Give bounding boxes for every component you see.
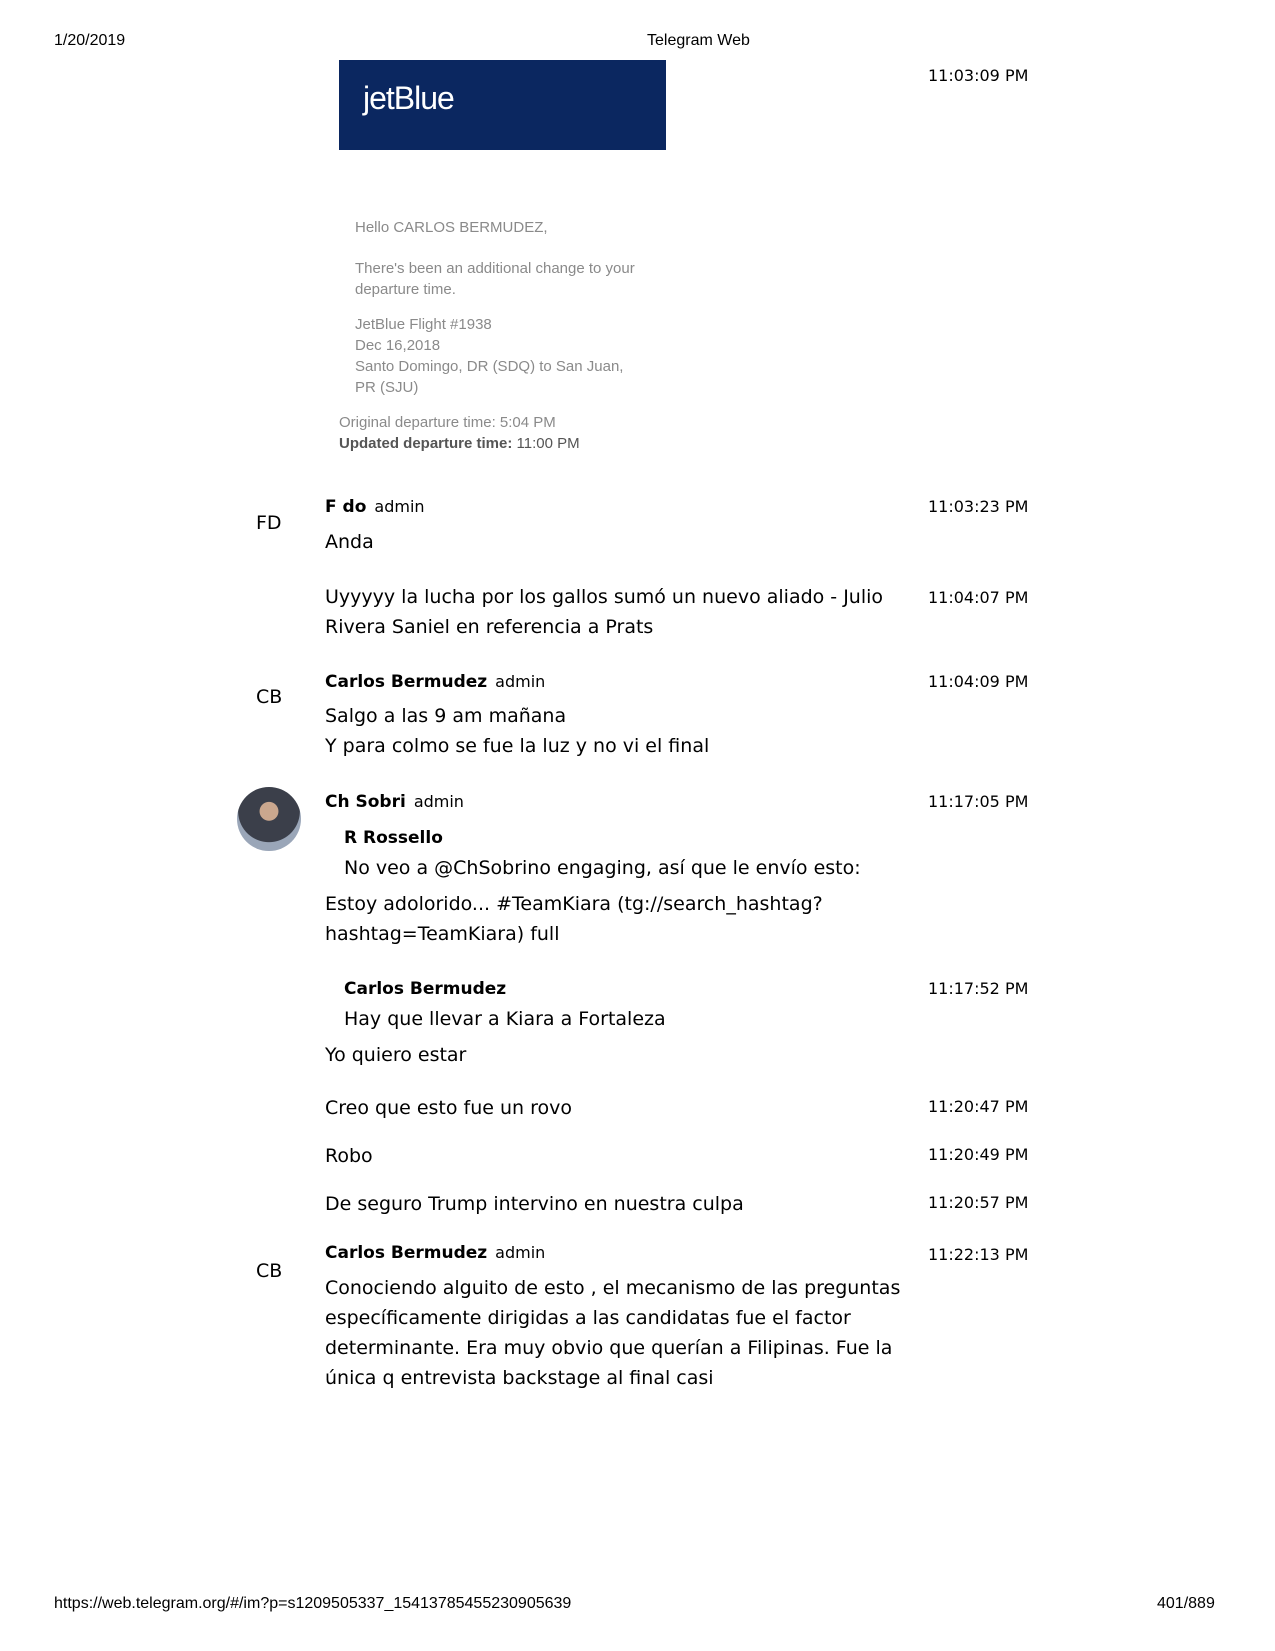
avatar-photo[interactable] (237, 787, 301, 851)
avatar-initials[interactable]: CB (256, 1260, 283, 1282)
sender-name[interactable]: Carlos Bermudez (325, 672, 488, 692)
message-time: 11:03:23 PM (928, 497, 1029, 516)
message-text-line-2: Rivera Saniel en referencia a Prats (325, 616, 654, 638)
message-text: De seguro Trump intervino en nuestra culpa (325, 1193, 744, 1215)
message-time: 11:17:52 PM (928, 979, 1029, 998)
email-greeting: Hello CARLOS BERMUDEZ, (355, 219, 548, 236)
sender-role: admin (495, 672, 546, 691)
message-text-line-2: Y para colmo se fue la luz y no vi el final (325, 735, 710, 757)
sender-role: admin (495, 1243, 546, 1262)
print-date: 1/20/2019 (54, 32, 126, 49)
message-text-line-2: específicamente dirigidas a las candidatas fue el factor (325, 1307, 851, 1329)
message-text-line-1: Conociendo alguito de esto , el mecanismo de las preguntas (325, 1277, 901, 1299)
message-text-line-4: única q entrevista backstage al final casi (325, 1367, 714, 1389)
email-route-1: Santo Domingo, DR (SDQ) to San Juan, (355, 358, 624, 375)
message-time: 11:04:07 PM (928, 588, 1029, 607)
message-time: 11:22:13 PM (928, 1245, 1029, 1264)
email-route-2: PR (SJU) (355, 379, 419, 396)
message-time: 11:20:47 PM (928, 1097, 1029, 1116)
sender-role: admin (374, 497, 425, 516)
email-line-2: departure time. (355, 281, 456, 298)
email-screenshot-image[interactable] (339, 60, 669, 470)
message-text: Yo quiero estar (325, 1044, 467, 1066)
email-line-1: There's been an additional change to your (355, 260, 635, 277)
page-title: Telegram Web (647, 32, 750, 49)
sender-role: admin (413, 792, 464, 811)
message-sender (325, 1243, 545, 1263)
sender-name[interactable]: Carlos Bermudez (325, 1243, 488, 1263)
sender-name[interactable]: Ch Sobri (325, 792, 406, 812)
quoted-text: Hay que llevar a Kiara a Fortaleza (344, 1008, 666, 1030)
message-text: Creo que esto fue un rovo (325, 1097, 573, 1119)
message-text: Anda (325, 531, 374, 553)
message-time: 11:04:09 PM (928, 672, 1029, 691)
message-time: 11:20:49 PM (928, 1145, 1029, 1164)
email-flight: JetBlue Flight #1938 (355, 316, 492, 333)
message-text-line-2: hashtag=TeamKiara) full (325, 923, 560, 945)
message-text-line-3: determinante. Era muy obvio que querían a Filipinas. Fue la (325, 1337, 893, 1359)
message-text-line-1: Salgo a las 9 am mañana (325, 705, 567, 727)
email-original-time: Original departure time: 5:04 PM (339, 414, 556, 431)
jetblue-logo: jetBlue (363, 80, 454, 116)
quoted-text: No veo a @ChSobrino engaging, así que le envío esto: (344, 857, 861, 879)
message-time: 11:03:09 PM (928, 66, 1029, 85)
sender-name[interactable]: F do (325, 497, 367, 517)
message-text-line-1: Estoy adolorido... #TeamKiara (tg://search_hashtag? (325, 893, 823, 915)
message-text-line-1: Uyyyyy la lucha por los gallos sumó un nuevo aliado - Julio (325, 586, 884, 608)
message-sender (325, 672, 545, 692)
avatar-initials[interactable]: CB (256, 686, 283, 708)
avatar-initials[interactable]: FD (256, 512, 282, 534)
message-text: Robo (325, 1145, 373, 1167)
message-time: 11:20:57 PM (928, 1193, 1029, 1212)
page-number: 401/889 (1157, 1595, 1215, 1612)
message-time: 11:17:05 PM (928, 792, 1029, 811)
message-sender (325, 792, 464, 812)
quoted-sender[interactable]: R Rossello (344, 828, 443, 848)
message-sender (325, 497, 425, 517)
jetblue-banner (339, 60, 666, 150)
email-date: Dec 16,2018 (355, 337, 441, 354)
email-updated-time: Updated departure time: 11:00 PM (339, 435, 580, 452)
quoted-sender[interactable]: Carlos Bermudez (344, 979, 507, 999)
page-url: https://web.telegram.org/#/im?p=s1209505337_15413785455230905639 (54, 1595, 572, 1612)
